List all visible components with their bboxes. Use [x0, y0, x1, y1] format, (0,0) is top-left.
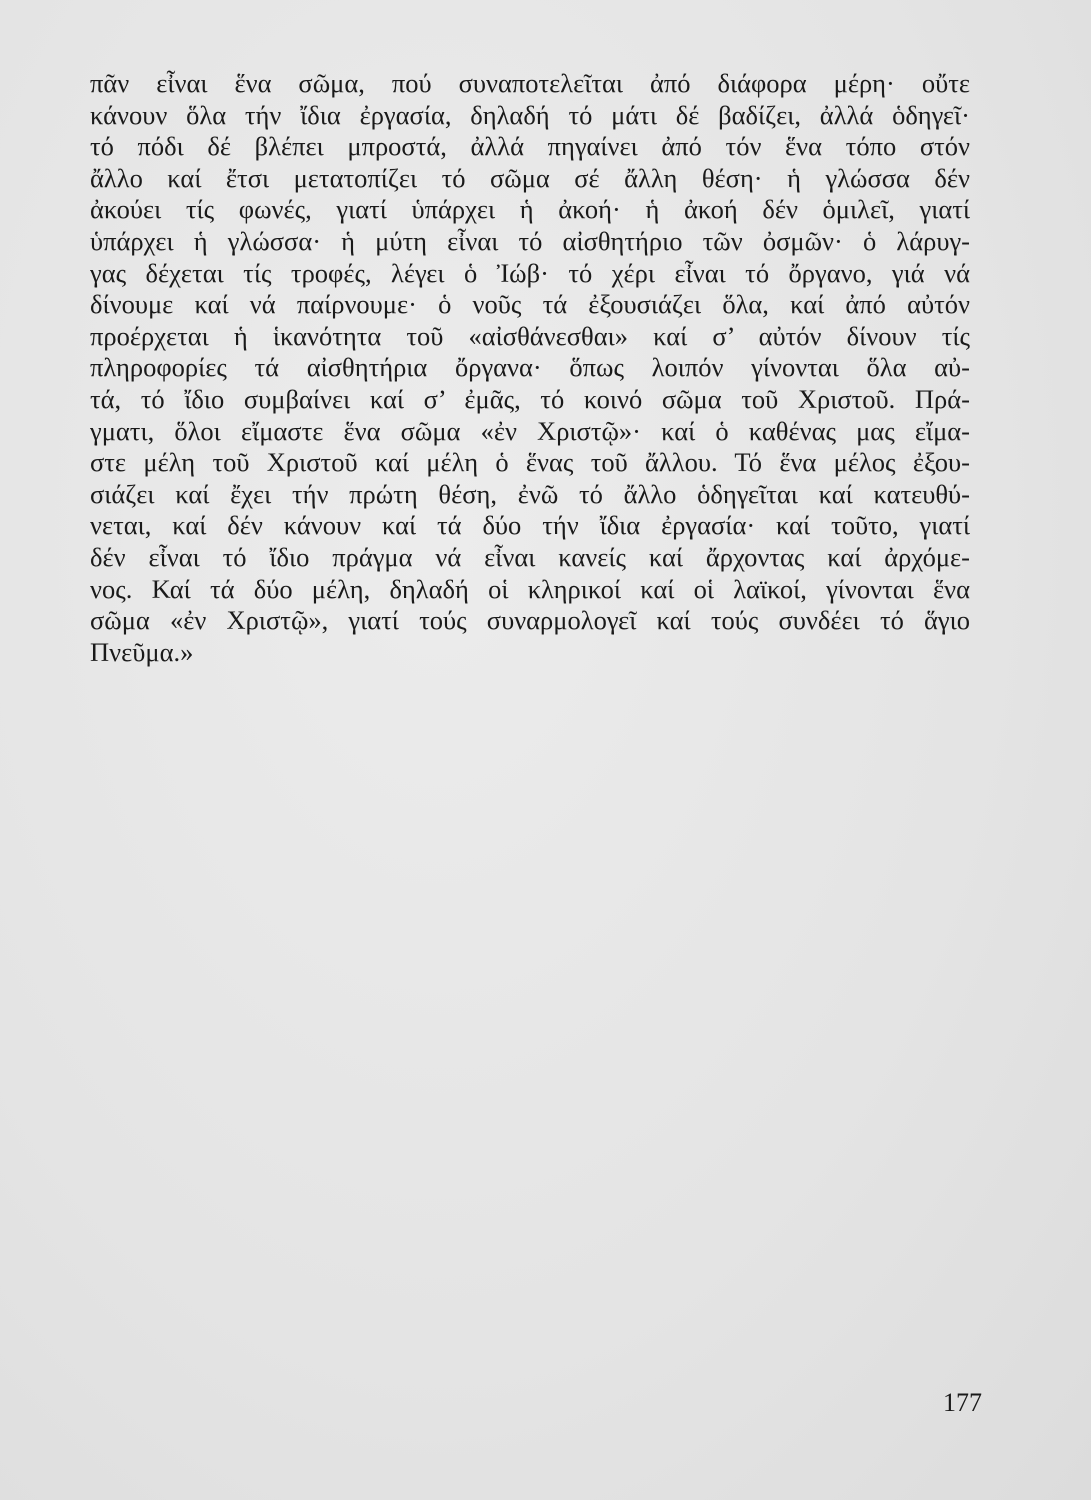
- text-line-6: ὑπάρχει ἡ γλώσσα· ἡ μύτη εἶναι τό αἰσθητήριο τῶν ὀσμῶν· ὁ λάρυγ-: [90, 225, 970, 256]
- text-line-5: ἀκούει τίς φωνές, γιατί ὑπάρχει ἡ ἀκοή· ἡ ἀκοή δέν ὁμιλεῖ, γιατί: [90, 194, 970, 225]
- text-line-8: δίνουμε καί νά παίρνουμε· ὁ νοῦς τά ἐξουσιάζει ὅλα, καί ἀπό αὐτόν: [90, 289, 970, 320]
- text-line-12: γματι, ὅλοι εἴμαστε ἕνα σῶμα «ἐν Χριστῷ»· καί ὁ καθένας μας εἴμα-: [90, 415, 970, 446]
- text-line-19: Πνεῦμα.»: [90, 636, 194, 667]
- text-line-2: κάνουν ὅλα τήν ἴδια ἐργασία, δηλαδή τό μάτι δέ βαδίζει, ἀλλά ὁδηγεῖ·: [90, 99, 970, 130]
- text-line-11: τά, τό ἴδιο συμβαίνει καί σ’ ἐμᾶς, τό κοινό σῶμα τοῦ Χριστοῦ. Πρά-: [90, 383, 970, 414]
- text-line-17: νος. Καί τά δύο μέλη, δηλαδή οἱ κληρικοί καί οἱ λαϊκοί, γίνονται ἕνα: [90, 573, 970, 604]
- body-text: [90, 68, 970, 668]
- text-line-13: στε μέλη τοῦ Χριστοῦ καί μέλη ὁ ἕνας τοῦ ἄλλου. Τό ἕνα μέλος ἐξου-: [90, 447, 970, 478]
- text-line-15: νεται, καί δέν κάνουν καί τά δύο τήν ἴδια ἐργασία· καί τοῦτο, γιατί: [90, 510, 970, 541]
- text-line-4: ἄλλο καί ἔτσι μετατοπίζει τό σῶμα σέ ἄλλη θέση· ἡ γλώσσα δέν: [90, 162, 970, 193]
- text-line-1: πᾶν εἶναι ἕνα σῶμα, πού συναποτελεῖται ἀπό διάφορα μέρη· οὔτε: [90, 68, 970, 98]
- text-line-16: δέν εἶναι τό ἴδιο πράγμα νά εἶναι κανείς καί ἄρχοντας καί ἀρχόμε-: [90, 541, 970, 572]
- text-line-7: γας δέχεται τίς τροφές, λέγει ὁ Ἰώβ· τό χέρι εἶναι τό ὄργανο, γιά νά: [90, 257, 970, 288]
- text-line-9: προέρχεται ἡ ἱκανότητα τοῦ «αἰσθάνεσθαι» καί σ’ αὐτόν δίνουν τίς: [90, 320, 970, 351]
- text-line-3: τό πόδι δέ βλέπει μπροστά, ἀλλά πηγαίνει ἀπό τόν ἕνα τόπο στόν: [90, 131, 970, 162]
- page-number: 177: [943, 1388, 982, 1417]
- text-line-18: σῶμα «ἐν Χριστῷ», γιατί τούς συναρμολογεῖ καί τούς συνδέει τό ἅγιο: [90, 605, 970, 636]
- text-line-10: πληροφορίες τά αἰσθητήρια ὄργανα· ὅπως λοιπόν γίνονται ὅλα αὐ-: [90, 352, 970, 383]
- text-line-14: σιάζει καί ἔχει τήν πρώτη θέση, ἐνῶ τό ἄλλο ὁδηγεῖται καί κατευθύ-: [90, 478, 970, 509]
